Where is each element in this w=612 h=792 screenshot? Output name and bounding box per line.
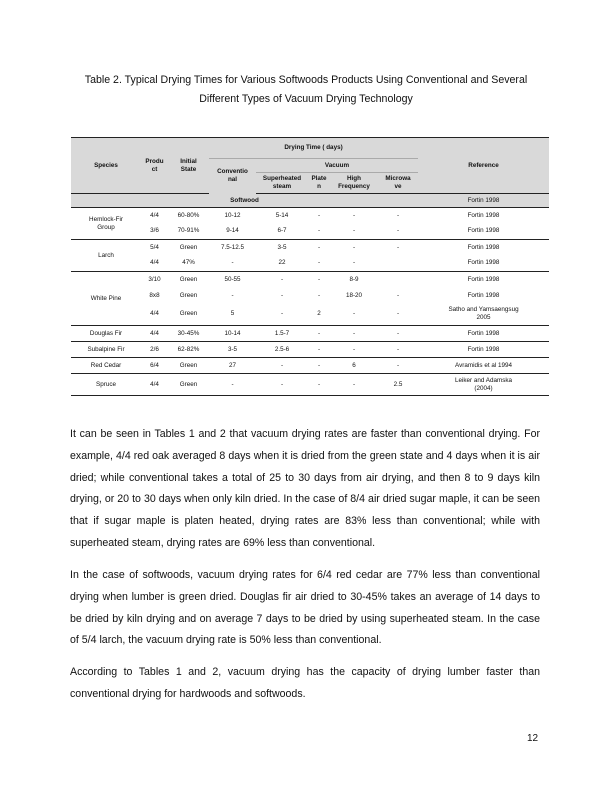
conventional-cell: - [209,374,256,396]
initial-cell: Green [168,374,209,396]
table-row [71,288,549,304]
table-row [71,272,549,288]
microwave-cell: - [396,291,400,299]
steam-cell: - [256,374,308,396]
reference-cell: Fortin 1998 [467,291,500,299]
paragraph-2: In the case of softwoods, vacuum drying rates for 6/4 red cedar are 77% less than conventional drying when lumber is green dried. Douglas fir air dried to 30-45% takes an average of 14 days to be dried by kiln drying and on average 7 days to be dried by using superheated steam. In the case of 5/4 larch, the vacuum drying rate is 50% less than conventional. [70,569,540,647]
high-frequency-cell: - [330,256,378,272]
product-cell: 4/4 [150,211,159,219]
conventional-cell: 27 [209,358,256,374]
reference-cell: Fortin 1998 [418,342,549,358]
high-frequency-cell: - [330,304,378,326]
steam-cell: 1.5-7 [256,326,308,342]
product-cell: 4/4 [141,304,168,326]
reference-cell: Fortin 1998 [467,275,500,283]
reference-cell: Fortin 1998 [418,224,549,240]
paragraph-3: According to Tables 1 and 2, vacuum drying has the capacity of drying lumber faster than conventional drying for hardwoods and softwoods. [70,666,540,700]
initial-cell: 30-45% [168,326,209,342]
product-cell: 4/4 [141,374,168,396]
conventional-cell: 50-55 [224,275,241,283]
header-high-frequency: High Frequency [330,173,378,194]
table-row [71,256,549,272]
conventional-cell: 9-14 [209,224,256,240]
steam-cell: - [280,275,284,283]
product-cell: 4/4 [141,326,168,342]
species-white-pine: White Pine [71,272,141,326]
high-frequency-cell: 8-9 [349,275,359,283]
platen-cell: - [308,374,330,396]
reference-cell: Fortin 1998 [467,243,500,251]
microwave-cell: - [396,243,400,251]
product-cell: 6/4 [141,358,168,374]
platen-cell: - [308,224,330,240]
platen-cell: - [308,326,330,342]
table-row [71,342,549,358]
species-hemlock-fir: Hemlock-Fir Group [71,208,141,240]
platen-cell: - [317,275,321,283]
reference-cell: Fortin 1998 [467,211,500,219]
conventional-cell: - [209,256,256,272]
product-cell: 5/4 [150,243,159,251]
microwave-cell: - [378,326,418,342]
initial-cell: 47% [168,256,209,272]
high-frequency-cell: - [330,374,378,396]
conventional-cell: 10-12 [224,211,241,219]
high-frequency-cell: 18-20 [345,291,363,299]
product-cell: 3/6 [141,224,168,240]
conventional-cell: 5 [209,304,256,326]
initial-cell: 70-91% [168,224,209,240]
microwave-cell: - [378,342,418,358]
header-superheated-steam: Superheated steam [256,173,308,194]
reference-cell: Avramidis et al 1994 [418,358,549,374]
microwave-cell: - [396,211,400,219]
initial-cell: Green [179,291,198,299]
table-row [71,326,549,342]
microwave-cell [378,256,418,272]
reference-cell: Satho and Yamsaengsug 2005 [418,304,549,326]
header-product: Produ ct [141,138,168,194]
conventional-cell: - [231,291,234,299]
header-conventional: Conventio nal [209,159,256,194]
microwave-cell: - [378,358,418,374]
platen-cell: - [317,291,321,299]
header-vacuum: Vacuum [256,159,418,173]
paragraph-1: It can be seen in Tables 1 and 2 that vacuum drying rates are faster than conventional drying. For example, 4/4 red oak averaged 8 days when it is dried from the green state and 4 days when it is air dried; while conventional takes a total of 25 to 30 days from air drying, and then 8 to 9 days kiln drying, or 20 to 30 days when only kiln dried. In the case of 8/4 air dried sugar maple, it can be seen that if sugar maple is platen heated, drying rates are 83% less than conventional; while with superheated steam, drying rates are 69% less than conventional. [70,428,540,549]
initial-cell: Green [168,358,209,374]
high-frequency-cell: - [352,243,356,251]
high-frequency-cell: - [330,326,378,342]
steam-cell: 6-7 [256,224,308,240]
caption-line-2: Different Types of Vacuum Drying Technology [199,93,413,105]
reference-cell: Fortin 1998 [418,326,549,342]
steam-cell: - [280,291,284,299]
initial-cell: Green [179,243,198,251]
section-label: Softwood [71,194,418,208]
reference-cell: Leiker and Adamska (2004) [418,374,549,396]
table-row [71,224,549,240]
species-spruce: Spruce [71,374,141,396]
initial-cell: 60-80% [177,211,200,219]
initial-cell: Green [168,304,209,326]
drying-times-table [71,137,549,396]
steam-cell: - [256,358,308,374]
table-row [71,240,549,256]
conventional-cell: 7.5-12.5 [220,243,245,251]
species-larch: Larch [71,240,141,272]
steam-cell: - [256,304,308,326]
species-red-cedar: Red Cedar [71,358,141,374]
conventional-cell: 3-5 [209,342,256,358]
page-number: 12 [527,733,539,744]
header-row-1 [71,138,549,159]
table-row [71,304,549,326]
microwave-cell: 2.5 [378,374,418,396]
high-frequency-cell: - [330,224,378,240]
platen-cell: - [308,342,330,358]
high-frequency-cell: 6 [330,358,378,374]
table-caption [70,71,542,109]
section-reference: Fortin 1998 [418,194,549,208]
steam-cell: 22 [256,256,308,272]
microwave-cell: - [378,224,418,240]
initial-cell: Green [179,275,198,283]
platen-cell: - [317,211,321,219]
platen-cell: - [317,243,321,251]
product-cell: 2/6 [141,342,168,358]
header-reference: Reference [418,138,549,194]
header-initial-state: Initial State [168,138,209,194]
header-species: Species [71,138,141,194]
steam-cell: 2.5-6 [256,342,308,358]
header-platen: Plate n [308,173,330,194]
species-douglas-fir: Douglas Fir [71,326,141,342]
table-row [71,374,549,396]
microwave-cell: - [378,304,418,326]
platen-cell: 2 [308,304,330,326]
initial-cell: 62-82% [168,342,209,358]
steam-cell: 5-14 [275,211,289,219]
high-frequency-cell: - [352,211,356,219]
product-cell: 4/4 [141,256,168,272]
table-row [71,208,549,224]
platen-cell: - [308,358,330,374]
reference-cell: Fortin 1998 [418,256,549,272]
species-subalpine-fir: Subalpine Fir [71,342,141,358]
section-row-softwood [71,194,549,208]
caption-line-1: Table 2. Typical Drying Times for Various Softwoods Products Using Conventional and Several [84,74,528,86]
table-row [71,358,549,374]
platen-cell: - [308,256,330,272]
conventional-cell: 10-14 [209,326,256,342]
product-cell: 8x8 [149,291,160,299]
high-frequency-cell: - [330,342,378,358]
header-drying-time: Drying Time ( days) [209,138,418,159]
product-cell: 3/10 [148,275,161,283]
header-microwave: Microwa ve [378,173,418,194]
microwave-cell [378,272,418,288]
steam-cell: 3-5 [277,243,287,251]
